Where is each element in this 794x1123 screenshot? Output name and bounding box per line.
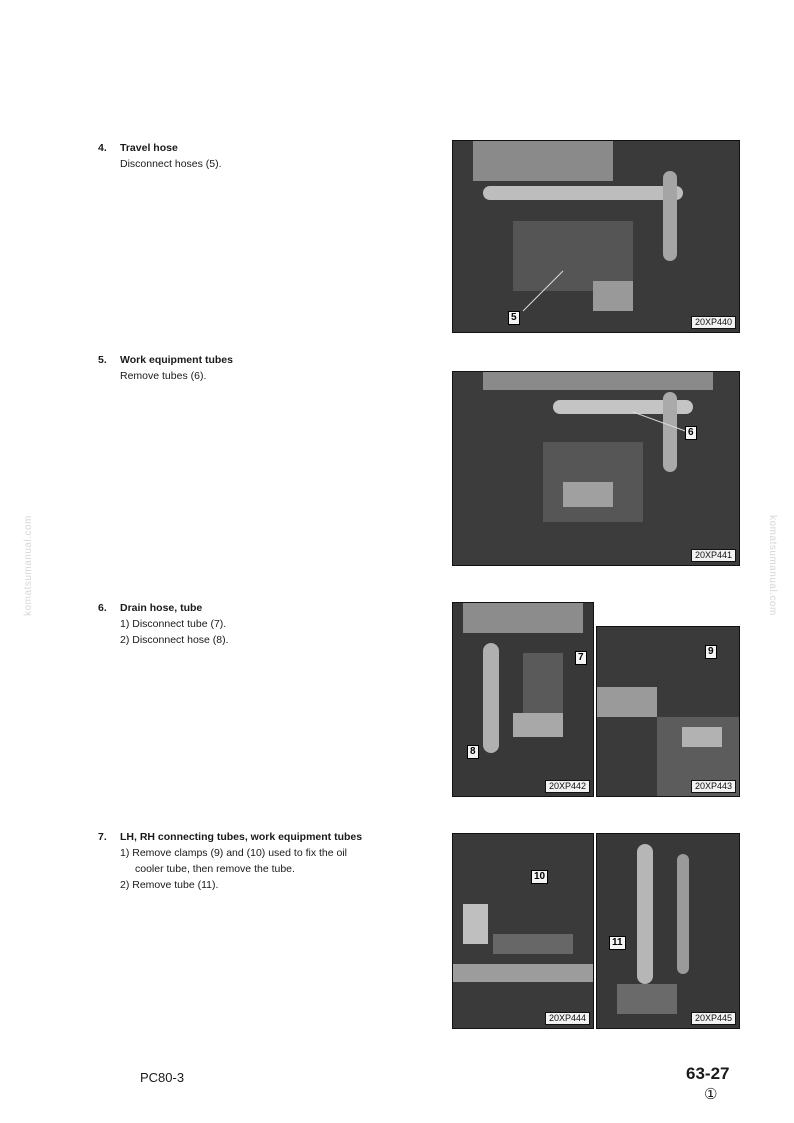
step-instruction: Remove tubes (6).: [120, 370, 207, 382]
callout-label: 9: [705, 645, 717, 659]
revision-mark: ①: [704, 1086, 718, 1103]
photo-code: 20XP443: [691, 780, 736, 793]
callout-label: 7: [575, 651, 587, 665]
photo-20xp440: [452, 140, 740, 333]
step-substep: 2) Disconnect hose (8).: [120, 634, 229, 646]
photo-code: 20XP440: [691, 316, 736, 329]
page-number: 63-27: [686, 1064, 730, 1083]
step-substep: 1) Disconnect tube (7).: [120, 618, 227, 630]
photo-20xp443: [596, 626, 740, 797]
photo-20xp441: [452, 371, 740, 566]
callout-label: 11: [609, 936, 626, 950]
photo-20xp442: [452, 602, 594, 797]
photo-code: 20XP445: [691, 1012, 736, 1025]
photo-code: 20XP444: [545, 1012, 590, 1025]
callout-label: 6: [685, 426, 697, 440]
step-6: [98, 600, 229, 648]
step-number: 4.: [98, 142, 107, 154]
footer-model: PC80-3: [140, 1070, 185, 1085]
step-number: 6.: [98, 602, 107, 614]
step-number: 5.: [98, 354, 107, 366]
callout-label: 10: [531, 870, 548, 884]
side-watermark-left: komatsumanual.com: [22, 515, 34, 616]
photo-20xp445: [596, 833, 740, 1029]
step-title: Travel hose: [120, 142, 178, 154]
step-substep-continuation: cooler tube, then remove the tube.: [135, 863, 295, 875]
step-substep: 2) Remove tube (11).: [120, 879, 219, 891]
step-number: 7.: [98, 831, 107, 843]
side-watermark-right: komatsumanual.com: [766, 515, 778, 616]
photo-20xp444: [452, 833, 594, 1029]
callout-label: 8: [467, 745, 479, 759]
step-instruction: Disconnect hoses (5).: [120, 158, 222, 170]
step-5: [98, 352, 233, 384]
photo-code: 20XP442: [545, 780, 590, 793]
step-7: [98, 829, 362, 893]
step-4: [98, 140, 222, 172]
step-title: Work equipment tubes: [120, 354, 233, 366]
step-title: LH, RH connecting tubes, work equipment tubes: [120, 831, 363, 843]
step-title: Drain hose, tube: [120, 602, 203, 614]
step-substep: 1) Remove clamps (9) and (10) used to fix the oil: [120, 847, 348, 859]
callout-label: 5: [508, 311, 520, 325]
photo-code: 20XP441: [691, 549, 736, 562]
